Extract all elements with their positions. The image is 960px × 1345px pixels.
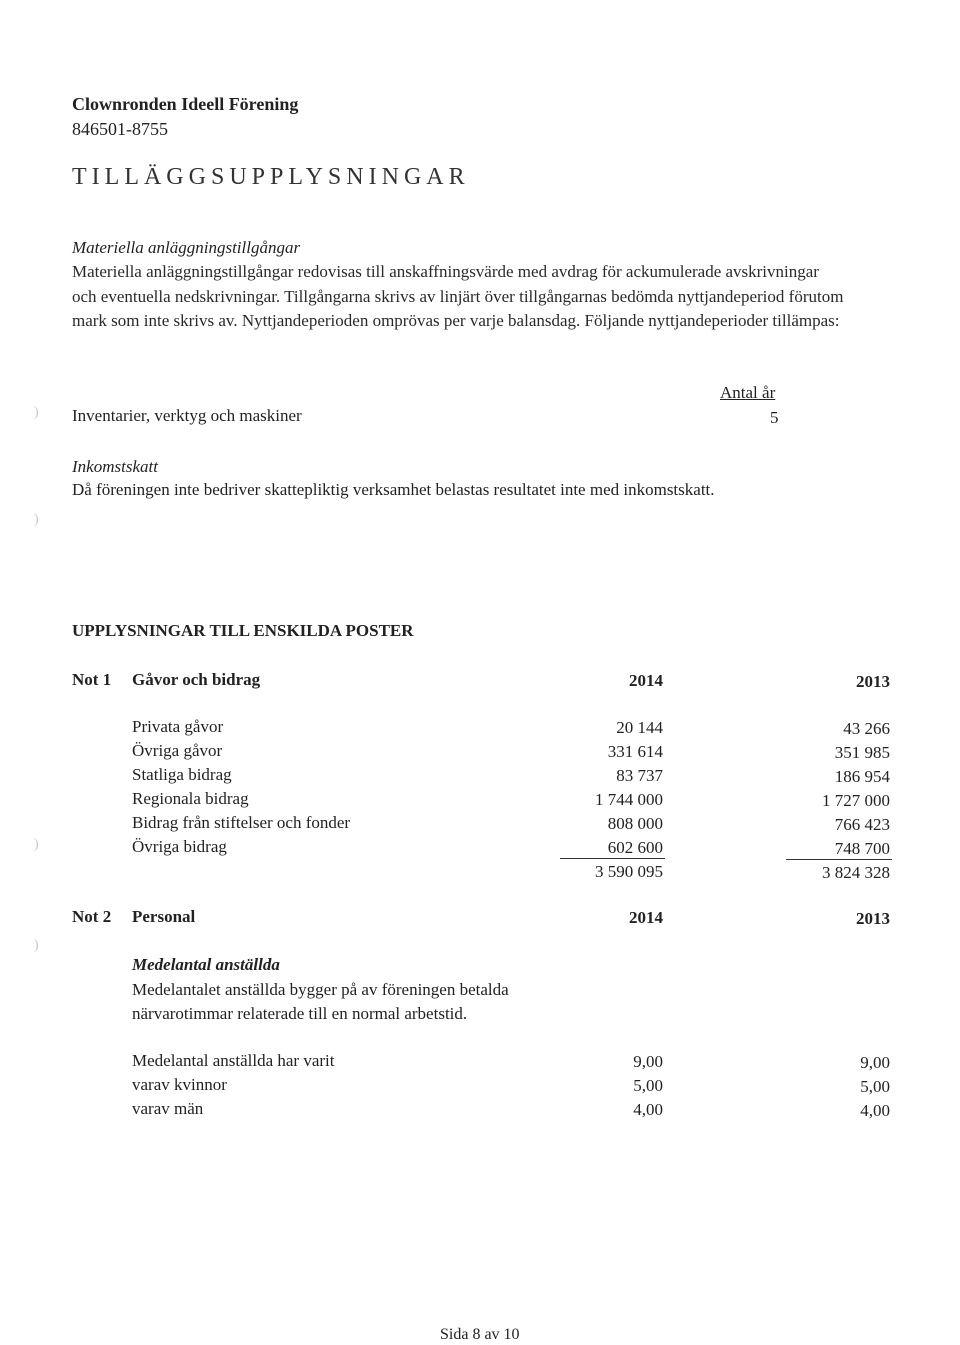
- note2-row-label: varav män: [132, 1099, 204, 1118]
- margin-mark: ): [34, 512, 39, 527]
- note2-row-value-2013: 5,00: [860, 1077, 890, 1096]
- note2-row-value-2014: 9,00: [633, 1052, 663, 1071]
- note2-title: Personal: [132, 907, 196, 926]
- note1-row-label: Privata gåvor: [132, 717, 224, 736]
- note2-year-2014: 2014: [629, 908, 663, 927]
- note1-year-2014: 2014: [629, 671, 663, 690]
- note2-row-value-2013: 9,00: [860, 1053, 890, 1072]
- note2-subheading: Medelantal anställda: [132, 955, 280, 974]
- note1-row-value-2013: 748 700: [834, 839, 890, 858]
- note2-row-value-2013: 4,00: [860, 1101, 890, 1120]
- note1-label: Not 1: [72, 670, 112, 689]
- note1-sum-line-2013: [786, 859, 892, 860]
- assets-text-line-3: mark som inte skrivs av. Nyttjandeperioden omprövas per varje balansdag. Följande nyttjandeperioder tillämpas:: [72, 311, 840, 330]
- assets-text-line-1: Materiella anläggningstillgångar redovisas till anskaffningsvärde med avdrag för ackumulerade avskrivningar: [72, 262, 819, 281]
- note1-row-value-2014: 1 744 000: [595, 790, 663, 809]
- page-number: Sida 8 av 10: [440, 1326, 520, 1343]
- organization-name: Clownronden Ideell Förening: [72, 94, 299, 114]
- note2-row-label: varav kvinnor: [132, 1075, 227, 1094]
- note1-row-value-2014: 20 144: [616, 718, 663, 737]
- note2-row-value-2014: 4,00: [633, 1100, 663, 1119]
- note2-row-value-2014: 5,00: [633, 1076, 663, 1095]
- note1-row-value-2013: 351 985: [834, 743, 890, 762]
- note1-row-value-2013: 43 266: [843, 719, 890, 738]
- tax-text: Då föreningen inte bedriver skattepliktig verksamhet belastas resultatet inte med inkomstskatt.: [72, 480, 715, 499]
- note1-row-value-2014: 331 614: [607, 742, 663, 761]
- organization-number: 846501-8755: [72, 119, 168, 139]
- note1-row-value-2013: 1 727 000: [822, 791, 890, 810]
- useful-life-column-header: Antal år: [720, 383, 776, 402]
- note1-row-value-2014: 83 737: [616, 766, 663, 785]
- note1-row-label: Statliga bidrag: [132, 765, 232, 784]
- note2-description-line-1: Medelantalet anställda bygger på av föreningen betalda: [132, 980, 509, 999]
- note1-row-value-2014: 808 000: [607, 814, 663, 833]
- useful-life-row-label: Inventarier, verktyg och maskiner: [72, 406, 302, 425]
- note1-row-value-2013: 186 954: [834, 767, 890, 786]
- useful-life-row-value: 5: [770, 408, 779, 427]
- assets-text-line-2: och eventuella nedskrivningar. Tillgångarna skrivs av linjärt över tillgångarnas bedömda nyttjandeperiod förutom: [72, 287, 844, 306]
- note1-year-2013: 2013: [856, 672, 890, 691]
- note1-row-label: Regionala bidrag: [132, 789, 249, 808]
- note2-description-line-2: närvarotimmar relaterade till en normal arbetstid.: [132, 1004, 468, 1023]
- note2-row-label: Medelantal anställda har varit: [132, 1051, 335, 1070]
- assets-heading: Materiella anläggningstillgångar: [72, 238, 301, 257]
- note1-row-label: Bidrag från stiftelser och fonder: [132, 813, 351, 832]
- note1-row-label: Övriga gåvor: [132, 741, 223, 760]
- margin-mark: ): [34, 405, 39, 420]
- document-title: TILLÄGGSUPPLYSNINGAR: [72, 164, 470, 190]
- tax-heading: Inkomstskatt: [72, 457, 158, 476]
- note1-row-value-2013: 766 423: [834, 815, 890, 834]
- margin-mark: ): [34, 837, 39, 852]
- note1-total-2014: 3 590 095: [595, 862, 663, 881]
- margin-mark: ): [34, 938, 39, 953]
- note2-label: Not 2: [72, 907, 112, 926]
- note1-sum-line-2014: [560, 858, 665, 859]
- note2-year-2013: 2013: [856, 909, 890, 928]
- note1-row-value-2014: 602 600: [607, 838, 663, 857]
- items-heading: UPPLYSNINGAR TILL ENSKILDA POSTER: [72, 621, 414, 640]
- note1-title: Gåvor och bidrag: [132, 670, 261, 689]
- note1-row-label: Övriga bidrag: [132, 837, 227, 856]
- note1-total-2013: 3 824 328: [822, 863, 890, 882]
